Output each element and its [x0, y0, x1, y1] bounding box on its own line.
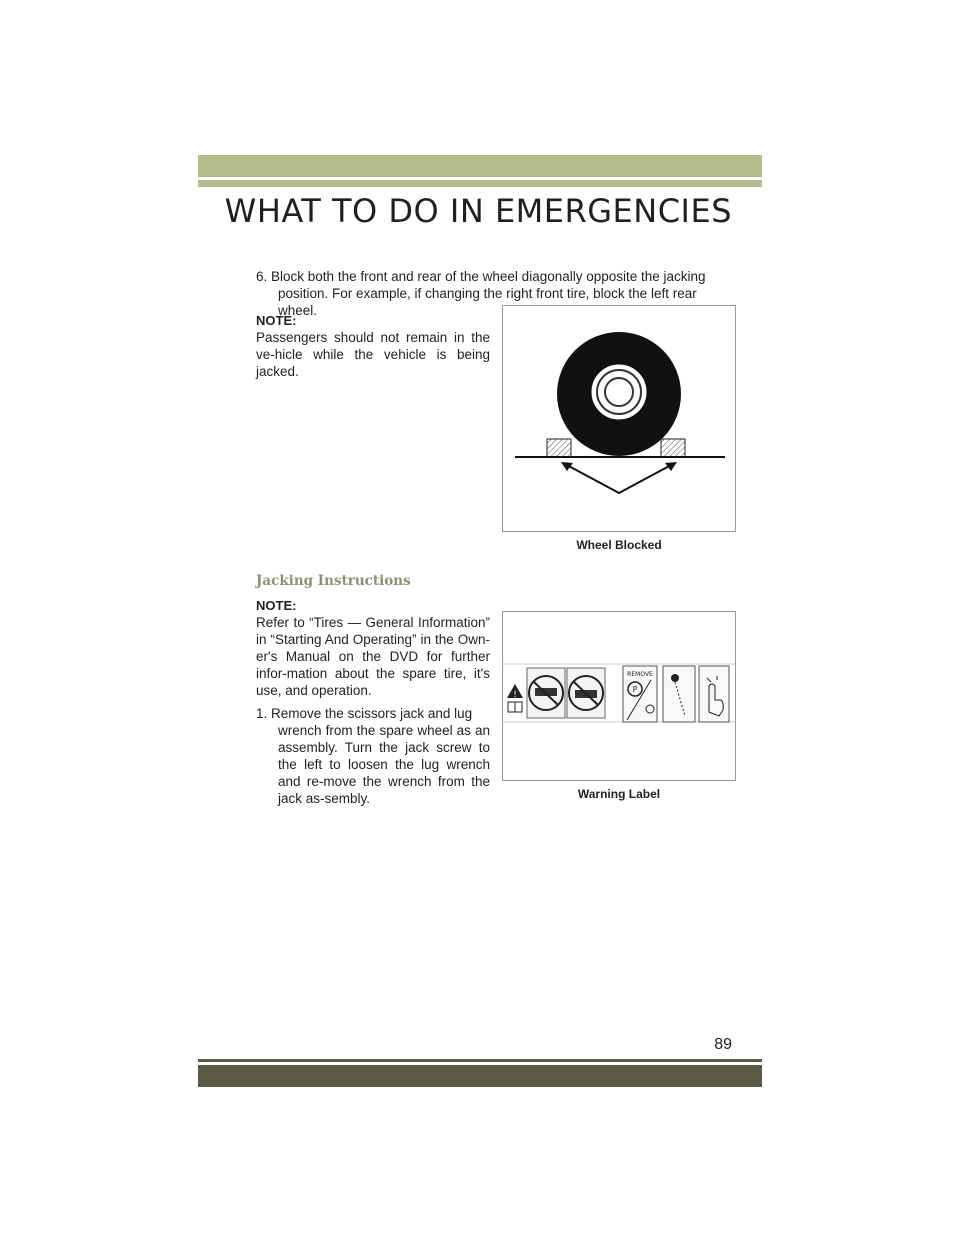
step-6-line1: Block both the front and rear of the wheel diagonally opposite the jacking [271, 269, 706, 284]
footer-bar [198, 1065, 762, 1087]
wheel-blocked-illustration [503, 306, 735, 531]
figure-caption-warning-label: Warning Label [577, 787, 661, 801]
note-tires-info [256, 597, 490, 807]
step-6-line2: position. For example, if changing the right front tire, block the left rear wheel. [278, 286, 697, 318]
wheel-blocked-figure [502, 305, 736, 532]
header-bar [198, 155, 762, 177]
chapter-title: WHAT TO DO IN EMERGENCIES [224, 192, 732, 230]
pointer-arrows-icon [565, 464, 673, 493]
note-passengers [256, 312, 490, 380]
sign-text: REMOVE [627, 671, 653, 678]
section-heading: Jacking Instructions [256, 573, 411, 589]
note-text: Passengers should not remain in the ve-hicle while the vehicle is being jacked. [256, 330, 490, 379]
warning-label-illustration [503, 612, 735, 780]
warning-label-figure [502, 611, 736, 781]
wheel-chock-left-icon [547, 439, 571, 457]
step-1-first-line: Remove the scissors jack and lug [271, 706, 473, 721]
step-1-number: 1. [256, 706, 268, 721]
figure-caption-wheel-blocked: Wheel Blocked [576, 538, 662, 552]
wheel-chock-right-icon [661, 439, 685, 457]
footer-line [198, 1059, 762, 1062]
svg-text:P: P [632, 685, 638, 694]
step-1-rest: wrench from the spare wheel as an assembly. Turn the jack screw to the left to loosen the lug wrench and re-move the wrench from the jack as-sembly. [278, 723, 490, 806]
step-1 [256, 705, 490, 807]
step-6-number: 6. [256, 269, 268, 284]
page-number: 89 [714, 1036, 732, 1053]
note-label: NOTE: [256, 598, 297, 613]
note-text: Refer to “Tires — General Information” in “Starting And Operating” in the Own-er's Manual on the DVD for further infor-mation about the spare tire, it's use, and operation. [256, 615, 490, 698]
header-bar-thin [198, 180, 762, 187]
svg-text:!: ! [513, 690, 517, 700]
note-label: NOTE: [256, 313, 297, 328]
